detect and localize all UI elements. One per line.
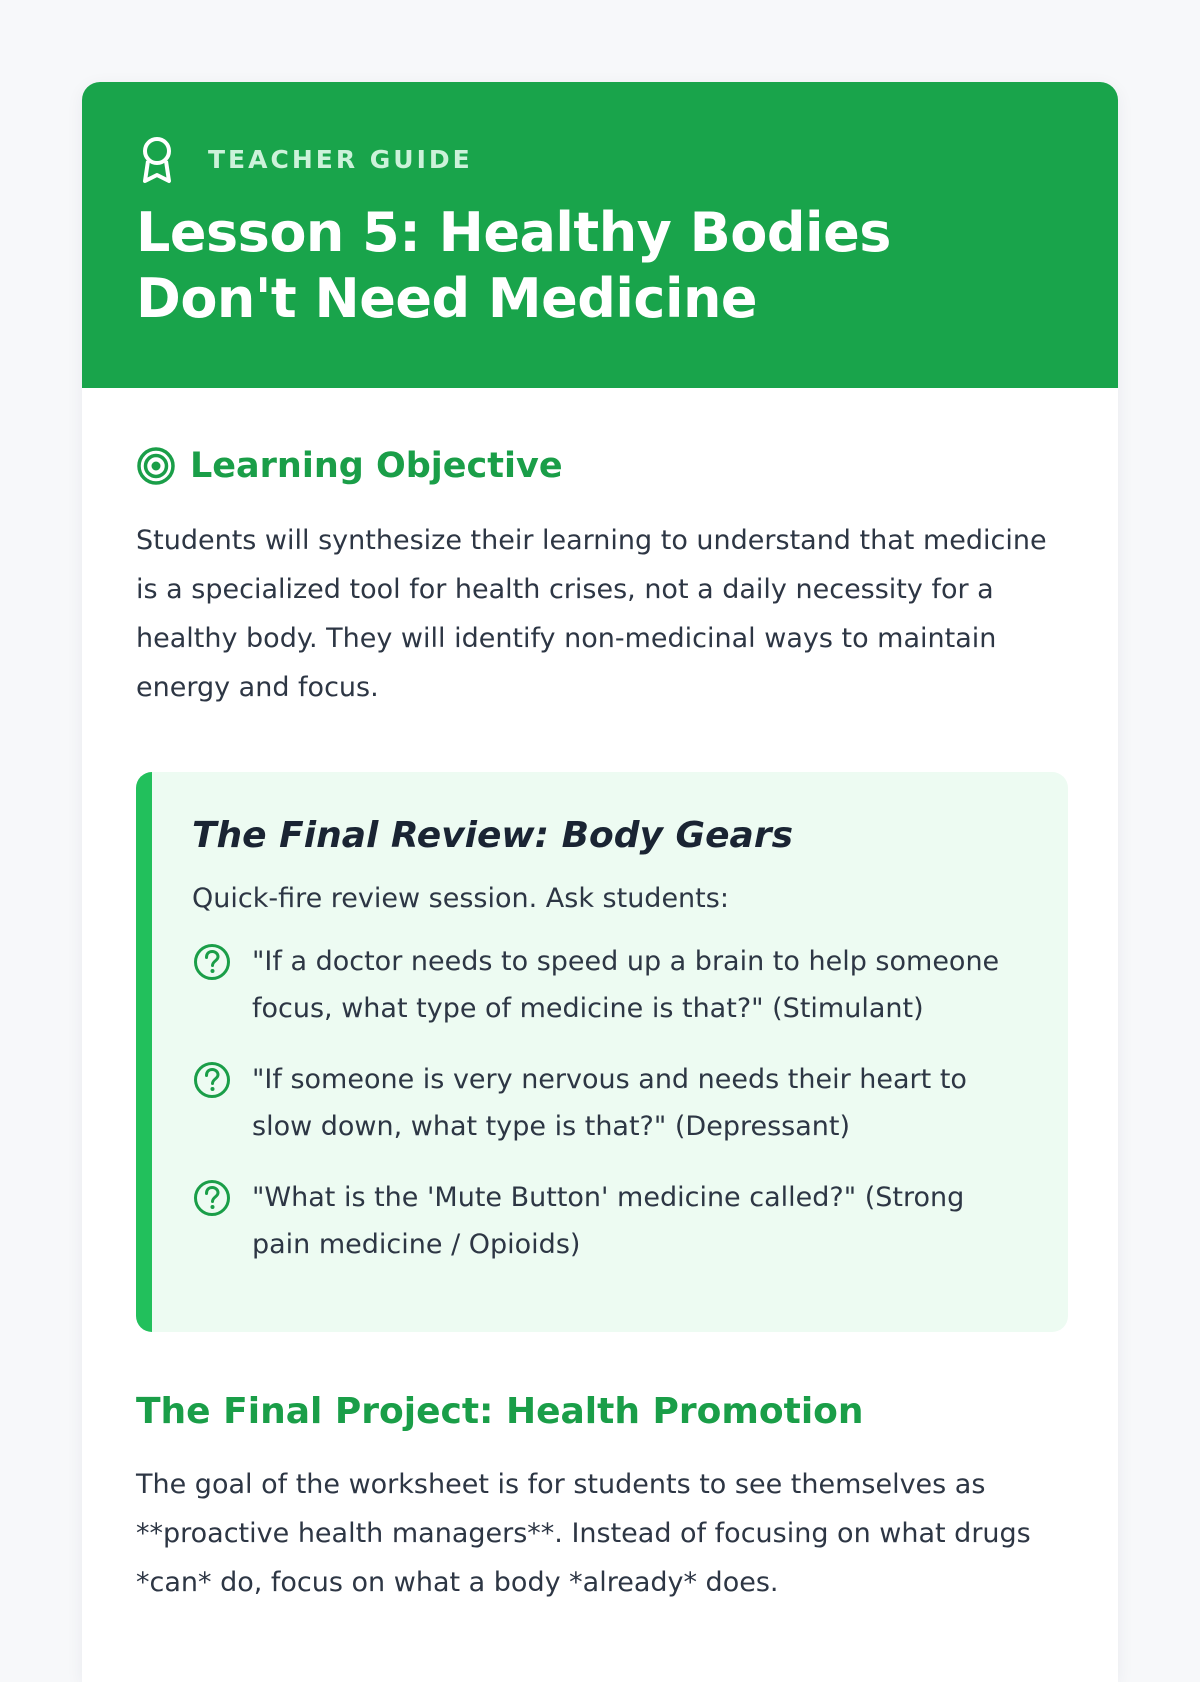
project-heading: The Final Project: Health Promotion <box>136 1391 864 1432</box>
lesson-header <box>82 82 1118 388</box>
list-item <box>192 938 1028 1032</box>
question-circle-icon <box>192 1056 232 1100</box>
lesson-card <box>82 82 1118 1682</box>
list-item <box>192 1174 1028 1268</box>
review-title: The Final Review: Body Gears <box>192 815 793 856</box>
project-text: The goal of the worksheet is for students to see themselves as **proactive health managers**. Instead of focusing on what drugs *can* do, focus on what a body *already* does. <box>136 1469 1031 1598</box>
objective-heading <box>136 440 1064 492</box>
question-text: "If a doctor needs to speed up a brain to help someone focus, what type of medicine is that?" (Stimulant) <box>252 946 1000 1024</box>
question-circle-icon <box>192 1174 232 1218</box>
objective-text: Students will synthesize their learning to understand that medicine is a specialized tool for health crises, not a daily necessity for a healthy body. They will identify non-medicinal ways to maintain energy and focus. <box>136 525 1047 703</box>
page-title: Lesson 5: Healthy Bodies Don't Need Medicine <box>136 201 891 330</box>
review-callout <box>136 772 1068 1332</box>
review-intro: Quick-fire review session. Ask students: <box>192 883 729 914</box>
eyebrow-label: TEACHER GUIDE <box>208 144 473 174</box>
award-ribbon-icon <box>136 134 178 184</box>
list-item <box>192 1056 1028 1150</box>
question-text: "If someone is very nervous and needs their heart to slow down, what type is that?" (Depressant) <box>252 1064 967 1142</box>
target-icon <box>136 446 176 486</box>
objective-heading-text: Learning Objective <box>190 446 563 486</box>
question-circle-icon <box>192 938 232 982</box>
question-text: "What is the 'Mute Button' medicine called?" (Strong pain medicine / Opioids) <box>252 1182 965 1260</box>
review-question-list <box>192 938 1028 1268</box>
lesson-content <box>82 388 1118 1607</box>
eyebrow <box>136 134 1064 184</box>
